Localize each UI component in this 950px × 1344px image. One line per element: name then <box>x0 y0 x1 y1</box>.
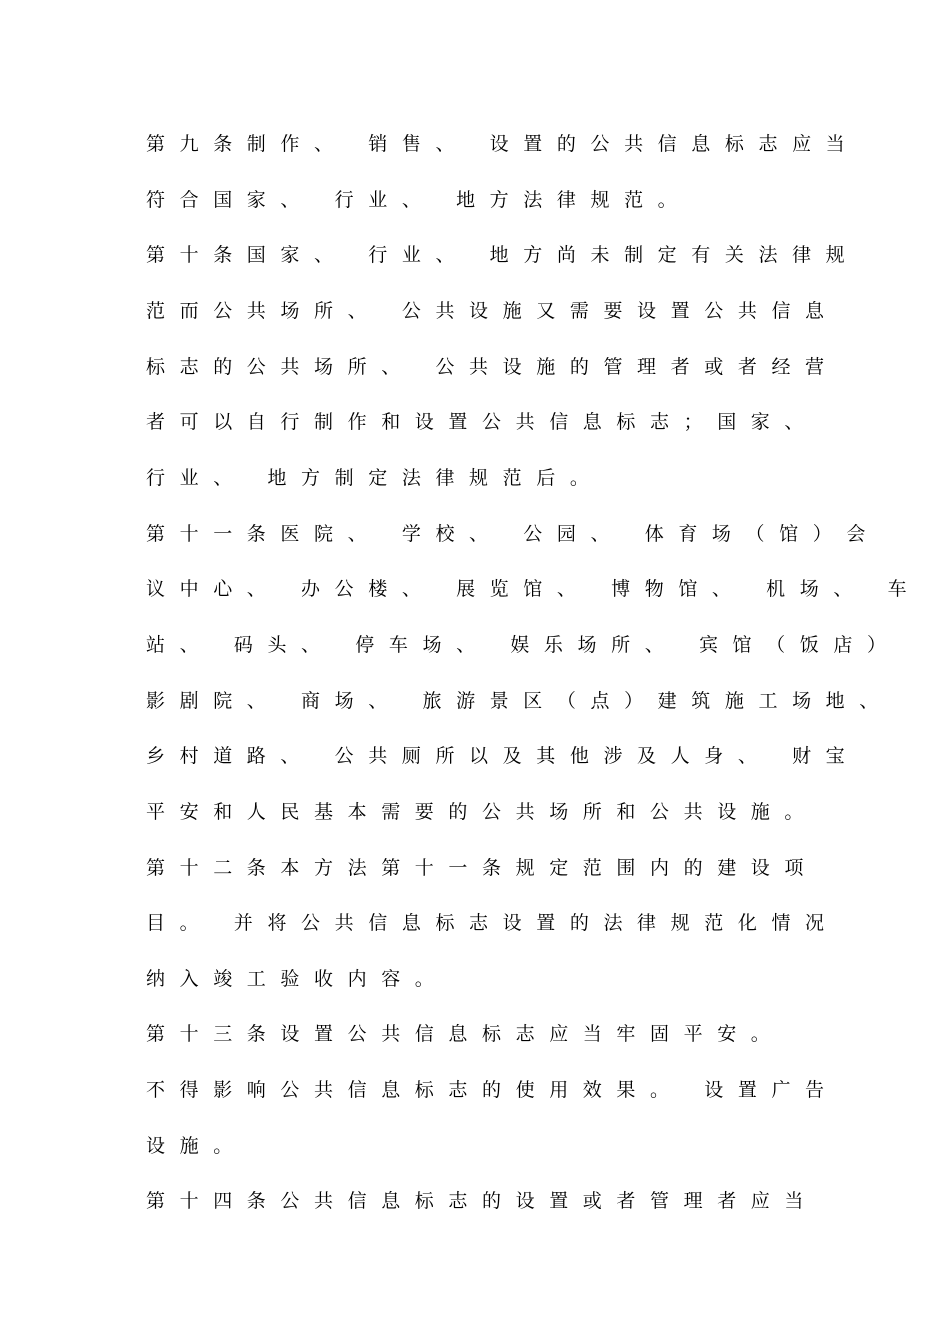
text-line: 第十三条设置公共信息标志应当牢固平安。 <box>146 1023 785 1045</box>
text-line: 行业、 地方制定法律规范后。 <box>146 467 604 489</box>
text-line: 议中心、 办公楼、 展览馆、 博物馆、 机场、 车 <box>146 578 922 600</box>
text-line: 符合国家、 行业、 地方法律规范。 <box>146 189 692 211</box>
text-line: 第九条制作、 销售、 设置的公共信息标志应当 <box>146 133 860 155</box>
text-line: 第十二条本方法第十一条规定范围内的建设项 <box>146 857 819 879</box>
text-line: 设施。 <box>146 1135 247 1157</box>
text-line: 第十条国家、 行业、 地方尚未制定有关法律规 <box>146 244 860 266</box>
text-line: 者可以自行制作和设置公共信息标志；国家、 <box>146 411 819 433</box>
text-line: 第十一条医院、 学校、 公园、 体育场（馆）会 <box>146 523 880 545</box>
text-line: 不得影响公共信息标志的使用效果。 设置广告 <box>146 1079 839 1101</box>
text-line: 标志的公共场所、 公共设施的管理者或者经营 <box>146 356 839 378</box>
text-line: 第十四条公共信息标志的设置或者管理者应当 <box>146 1190 819 1212</box>
text-line: 范而公共场所、 公共设施又需要设置公共信息 <box>146 300 839 322</box>
text-line: 平安和人民基本需要的公共场所和公共设施。 <box>146 801 819 823</box>
text-line: 纳入竣工验收内容。 <box>146 968 449 990</box>
text-line: 影剧院、 商场、 旅游景区（点）建筑施工场地、 <box>146 690 893 712</box>
text-line: 站、 码头、 停车场、 娱乐场所、 宾馆（饭店） <box>146 634 901 656</box>
text-line: 乡村道路、 公共厕所以及其他涉及人身、 财宝 <box>146 745 860 767</box>
text-line: 目。 并将公共信息标志设置的法律规范化情况 <box>146 912 839 934</box>
